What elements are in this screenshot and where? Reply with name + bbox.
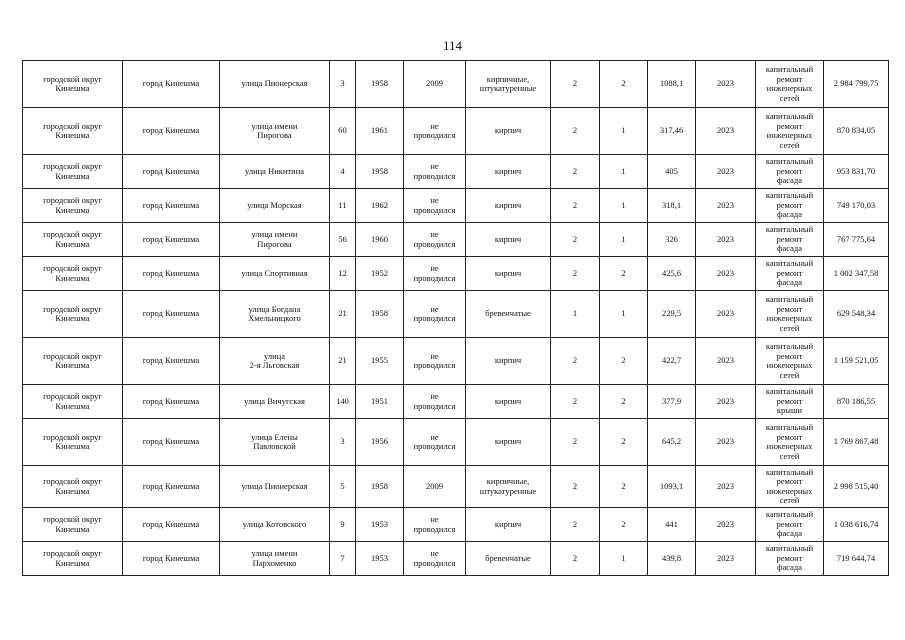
area-cell: 229,5 (648, 291, 696, 338)
plan-year-cell: 2023 (696, 419, 756, 466)
last-repair-cell: 2009 (404, 466, 466, 508)
settlement-cell: город Кинешма (123, 291, 220, 338)
wall-material-cell: кирпич (466, 385, 551, 419)
cost-cell: 870 186,55 (824, 385, 889, 419)
wall-material-cell: бревенчатые (466, 291, 551, 338)
entrances-cell: 2 (600, 508, 648, 542)
table-row (23, 338, 889, 385)
last-repair-cell: не проводился (404, 508, 466, 542)
area-cell: 405 (648, 155, 696, 189)
cost-cell: 767 775,64 (824, 223, 889, 257)
floors-cell: 2 (551, 466, 600, 508)
settlement-cell: город Кинешма (123, 223, 220, 257)
last-repair-cell: не проводился (404, 338, 466, 385)
area-cell: 441 (648, 508, 696, 542)
build-year-cell: 1961 (356, 108, 404, 155)
floors-cell: 2 (551, 257, 600, 291)
build-year-cell: 1952 (356, 257, 404, 291)
table-row (23, 155, 889, 189)
plan-year-cell: 2023 (696, 257, 756, 291)
wall-material-cell: кирпичные, штукатуренные (466, 466, 551, 508)
entrances-cell: 1 (600, 189, 648, 223)
table-row (23, 223, 889, 257)
wall-material-cell: кирпич (466, 189, 551, 223)
wall-material-cell: кирпич (466, 155, 551, 189)
floors-cell: 2 (551, 385, 600, 419)
build-year-cell: 1958 (356, 61, 404, 108)
entrances-cell: 1 (600, 542, 648, 576)
area-cell: 425,6 (648, 257, 696, 291)
area-cell: 645,2 (648, 419, 696, 466)
wall-material-cell: кирпич (466, 508, 551, 542)
street-cell: улица 2-я Льговская (220, 338, 330, 385)
plan-year-cell: 2023 (696, 108, 756, 155)
wall-material-cell: бревенчатые (466, 542, 551, 576)
table-row (23, 108, 889, 155)
repair-type-cell: капитальный ремонт фасада (756, 542, 824, 576)
area-cell: 439,8 (648, 542, 696, 576)
area-cell: 317,46 (648, 108, 696, 155)
house-number-cell: 3 (330, 61, 356, 108)
plan-year-cell: 2023 (696, 223, 756, 257)
municipality-cell: городской округ Кинешма (23, 223, 123, 257)
municipality-cell: городской округ Кинешма (23, 189, 123, 223)
wall-material-cell: кирпич (466, 338, 551, 385)
last-repair-cell: не проводился (404, 291, 466, 338)
floors-cell: 2 (551, 338, 600, 385)
municipality-cell: городской округ Кинешма (23, 155, 123, 189)
area-cell: 318,1 (648, 189, 696, 223)
table-row (23, 466, 889, 508)
settlement-cell: город Кинешма (123, 155, 220, 189)
wall-material-cell: кирпичные, штукатуренные (466, 61, 551, 108)
entrances-cell: 1 (600, 155, 648, 189)
house-number-cell: 60 (330, 108, 356, 155)
floors-cell: 2 (551, 61, 600, 108)
table-body (23, 61, 889, 576)
settlement-cell: город Кинешма (123, 466, 220, 508)
build-year-cell: 1956 (356, 419, 404, 466)
street-cell: улица Богдана Хмельницкого (220, 291, 330, 338)
settlement-cell: город Кинешма (123, 257, 220, 291)
table-row (23, 542, 889, 576)
house-number-cell: 21 (330, 338, 356, 385)
municipality-cell: городской округ Кинешма (23, 338, 123, 385)
cost-cell: 1 038 616,74 (824, 508, 889, 542)
street-cell: улица Никитина (220, 155, 330, 189)
last-repair-cell: не проводился (404, 385, 466, 419)
floors-cell: 2 (551, 155, 600, 189)
floors-cell: 2 (551, 542, 600, 576)
floors-cell: 2 (551, 419, 600, 466)
street-cell: улица Елены Павловской (220, 419, 330, 466)
repair-type-cell: капитальный ремонт фасада (756, 189, 824, 223)
last-repair-cell: не проводился (404, 155, 466, 189)
plan-year-cell: 2023 (696, 542, 756, 576)
street-cell: улица имени Пархоменко (220, 542, 330, 576)
table-row (23, 385, 889, 419)
settlement-cell: город Кинешма (123, 508, 220, 542)
housing-repair-table (22, 60, 889, 576)
street-cell: улица Котовского (220, 508, 330, 542)
plan-year-cell: 2023 (696, 466, 756, 508)
last-repair-cell: не проводился (404, 542, 466, 576)
house-number-cell: 7 (330, 542, 356, 576)
area-cell: 1088,1 (648, 61, 696, 108)
cost-cell: 749 170,03 (824, 189, 889, 223)
repair-type-cell: капитальный ремонт инженерных сетей (756, 466, 824, 508)
municipality-cell: городской округ Кинешма (23, 257, 123, 291)
entrances-cell: 2 (600, 385, 648, 419)
plan-year-cell: 2023 (696, 385, 756, 419)
entrances-cell: 2 (600, 257, 648, 291)
last-repair-cell: не проводился (404, 189, 466, 223)
cost-cell: 2 998 515,40 (824, 466, 889, 508)
street-cell: улица Спортивная (220, 257, 330, 291)
floors-cell: 2 (551, 223, 600, 257)
repair-type-cell: капитальный ремонт инженерных сетей (756, 419, 824, 466)
plan-year-cell: 2023 (696, 508, 756, 542)
entrances-cell: 2 (600, 419, 648, 466)
cost-cell: 1 159 521,05 (824, 338, 889, 385)
build-year-cell: 1962 (356, 189, 404, 223)
house-number-cell: 56 (330, 223, 356, 257)
build-year-cell: 1951 (356, 385, 404, 419)
floors-cell: 2 (551, 189, 600, 223)
repair-type-cell: капитальный ремонт инженерных сетей (756, 108, 824, 155)
settlement-cell: город Кинешма (123, 108, 220, 155)
plan-year-cell: 2023 (696, 189, 756, 223)
table-row (23, 61, 889, 108)
entrances-cell: 2 (600, 338, 648, 385)
house-number-cell: 11 (330, 189, 356, 223)
house-number-cell: 4 (330, 155, 356, 189)
floors-cell: 2 (551, 508, 600, 542)
street-cell: улица имени Пирогова (220, 108, 330, 155)
table-row (23, 291, 889, 338)
wall-material-cell: кирпич (466, 108, 551, 155)
repair-type-cell: капитальный ремонт фасада (756, 508, 824, 542)
street-cell: улица имени Пирогова (220, 223, 330, 257)
entrances-cell: 1 (600, 291, 648, 338)
last-repair-cell: не проводился (404, 257, 466, 291)
house-number-cell: 5 (330, 466, 356, 508)
repair-type-cell: капитальный ремонт крыши (756, 385, 824, 419)
settlement-cell: город Кинешма (123, 338, 220, 385)
repair-type-cell: капитальный ремонт инженерных сетей (756, 61, 824, 108)
house-number-cell: 3 (330, 419, 356, 466)
plan-year-cell: 2023 (696, 338, 756, 385)
area-cell: 1093,1 (648, 466, 696, 508)
repair-type-cell: капитальный ремонт фасада (756, 257, 824, 291)
last-repair-cell: не проводился (404, 419, 466, 466)
entrances-cell: 2 (600, 61, 648, 108)
entrances-cell: 1 (600, 223, 648, 257)
cost-cell: 2 984 799,75 (824, 61, 889, 108)
settlement-cell: город Кинешма (123, 419, 220, 466)
house-number-cell: 140 (330, 385, 356, 419)
cost-cell: 1 769 867,48 (824, 419, 889, 466)
table-row (23, 508, 889, 542)
cost-cell: 953 831,70 (824, 155, 889, 189)
settlement-cell: город Кинешма (123, 542, 220, 576)
entrances-cell: 2 (600, 466, 648, 508)
house-number-cell: 9 (330, 508, 356, 542)
build-year-cell: 1960 (356, 223, 404, 257)
settlement-cell: город Кинешма (123, 385, 220, 419)
repair-type-cell: капитальный ремонт фасада (756, 155, 824, 189)
municipality-cell: городской округ Кинешма (23, 291, 123, 338)
build-year-cell: 1955 (356, 338, 404, 385)
area-cell: 377,9 (648, 385, 696, 419)
municipality-cell: городской округ Кинешма (23, 466, 123, 508)
municipality-cell: городской округ Кинешма (23, 542, 123, 576)
last-repair-cell: не проводился (404, 108, 466, 155)
last-repair-cell: не проводился (404, 223, 466, 257)
last-repair-cell: 2009 (404, 61, 466, 108)
wall-material-cell: кирпич (466, 257, 551, 291)
build-year-cell: 1953 (356, 542, 404, 576)
street-cell: улица Морская (220, 189, 330, 223)
build-year-cell: 1958 (356, 291, 404, 338)
floors-cell: 1 (551, 291, 600, 338)
area-cell: 326 (648, 223, 696, 257)
plan-year-cell: 2023 (696, 291, 756, 338)
page-number: 114 (442, 38, 463, 53)
cost-cell: 1 002 347,58 (824, 257, 889, 291)
wall-material-cell: кирпич (466, 419, 551, 466)
settlement-cell: город Кинешма (123, 61, 220, 108)
settlement-cell: город Кинешма (123, 189, 220, 223)
floors-cell: 2 (551, 108, 600, 155)
municipality-cell: городской округ Кинешма (23, 385, 123, 419)
house-number-cell: 12 (330, 257, 356, 291)
municipality-cell: городской округ Кинешма (23, 419, 123, 466)
street-cell: улица Пионерская (220, 61, 330, 108)
plan-year-cell: 2023 (696, 155, 756, 189)
table-row (23, 257, 889, 291)
street-cell: улица Пионерская (220, 466, 330, 508)
build-year-cell: 1958 (356, 466, 404, 508)
area-cell: 422,7 (648, 338, 696, 385)
cost-cell: 870 834,05 (824, 108, 889, 155)
build-year-cell: 1958 (356, 155, 404, 189)
repair-type-cell: капитальный ремонт инженерных сетей (756, 291, 824, 338)
municipality-cell: городской округ Кинешма (23, 508, 123, 542)
build-year-cell: 1953 (356, 508, 404, 542)
table-row (23, 189, 889, 223)
entrances-cell: 1 (600, 108, 648, 155)
street-cell: улица Вичугская (220, 385, 330, 419)
repair-type-cell: капитальный ремонт инженерных сетей (756, 338, 824, 385)
house-number-cell: 21 (330, 291, 356, 338)
municipality-cell: городской округ Кинешма (23, 61, 123, 108)
repair-type-cell: капитальный ремонт фасада (756, 223, 824, 257)
table-row (23, 419, 889, 466)
municipality-cell: городской округ Кинешма (23, 108, 123, 155)
cost-cell: 629 548,34 (824, 291, 889, 338)
plan-year-cell: 2023 (696, 61, 756, 108)
wall-material-cell: кирпич (466, 223, 551, 257)
cost-cell: 719 644,74 (824, 542, 889, 576)
